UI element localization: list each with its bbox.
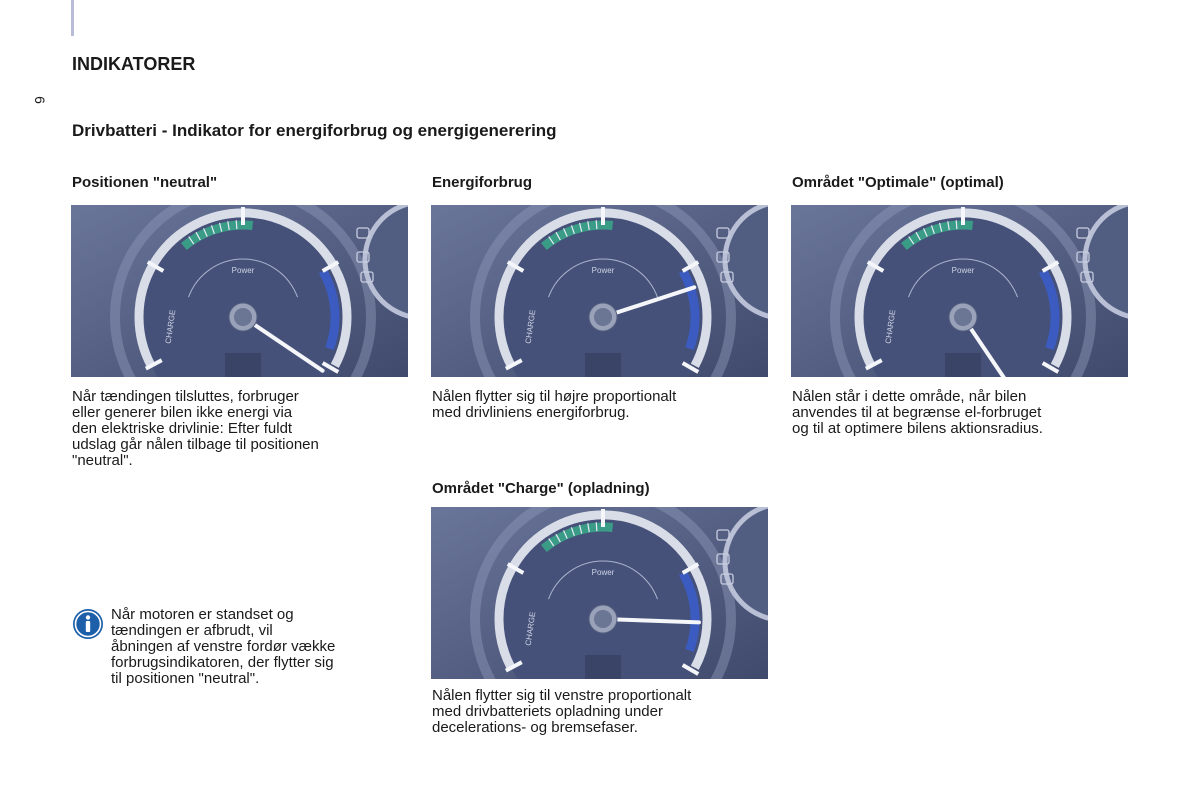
info-line: tændingen er afbrudt, vil	[111, 622, 273, 639]
needle-hub-center	[234, 308, 252, 326]
info-line: åbningen af venstre fordør vække	[111, 638, 336, 655]
description-line: Nålen står i dette område, når bilen	[792, 388, 1027, 405]
info-line: til positionen "neutral".	[111, 670, 260, 687]
display-window	[585, 655, 621, 679]
description-line: den elektriske drivlinie: Efter fuldt	[72, 420, 293, 437]
panel-title-neutral: Positionen "neutral"	[72, 174, 218, 191]
needle-hub-center	[594, 610, 612, 628]
panel-description-charge	[432, 688, 772, 736]
gauge-optimal	[791, 205, 1128, 377]
panel-description-neutral	[72, 389, 412, 469]
panel-title-optimal: Området "Optimale" (optimal)	[792, 174, 1004, 191]
description-line: eller generer bilen ikke energi via	[72, 404, 293, 421]
info-line: forbrugsindikatoren, der flytter sig	[111, 654, 334, 671]
display-window	[585, 353, 621, 377]
page-side-bar	[71, 0, 74, 36]
page-number: 6	[31, 96, 48, 104]
description-line: og til at optimere bilens aktionsradius.	[792, 420, 1043, 437]
scale-tick	[956, 220, 957, 229]
description-line: med drivliniens energiforbrug.	[432, 404, 630, 421]
panel-title-charge: Området "Charge" (opladning)	[432, 480, 650, 497]
description-line: Nålen flytter sig til højre proportionalt	[432, 388, 677, 405]
info-line: Når motoren er standset og	[111, 606, 294, 623]
description-line: Når tændingen tilsluttes, forbruger	[72, 388, 299, 405]
panel-description-power	[432, 389, 772, 421]
power-label: Power	[591, 568, 615, 577]
power-label: Power	[231, 266, 255, 275]
description-line: decelerations- og bremsefaser.	[432, 719, 638, 736]
description-line: "neutral".	[72, 452, 133, 469]
power-label: Power	[951, 266, 975, 275]
charge-label: CHARGE	[883, 309, 898, 345]
scale-tick	[596, 220, 597, 229]
power-label: Power	[591, 266, 615, 275]
main-title: Drivbatteri - Indikator for energiforbrug og energigenerering	[72, 121, 557, 140]
scale-tick	[596, 522, 597, 531]
needle-hub-center	[594, 308, 612, 326]
info-icon	[72, 608, 104, 640]
panel-description-optimal	[792, 389, 1132, 437]
charge-label: CHARGE	[163, 309, 178, 345]
description-line: udslag går nålen tilbage til positionen	[72, 436, 319, 453]
section-title: INDIKATORER	[72, 54, 196, 74]
charge-label: CHARGE	[523, 611, 538, 647]
info-text	[111, 607, 411, 687]
panel-title-power: Energiforbrug	[432, 174, 532, 191]
scale-tick	[236, 220, 237, 229]
gauge-neutral	[71, 205, 408, 377]
charge-label: CHARGE	[523, 309, 538, 345]
description-line: med drivbatteriets opladning under	[432, 703, 663, 720]
gauge-power	[431, 205, 768, 377]
display-window	[945, 353, 981, 377]
description-line: anvendes til at begrænse el-forbruget	[792, 404, 1042, 421]
description-line: Nålen flytter sig til venstre proportionalt	[432, 687, 692, 704]
display-window	[225, 353, 261, 377]
gauge-charge	[431, 507, 768, 679]
needle-hub-center	[954, 308, 972, 326]
